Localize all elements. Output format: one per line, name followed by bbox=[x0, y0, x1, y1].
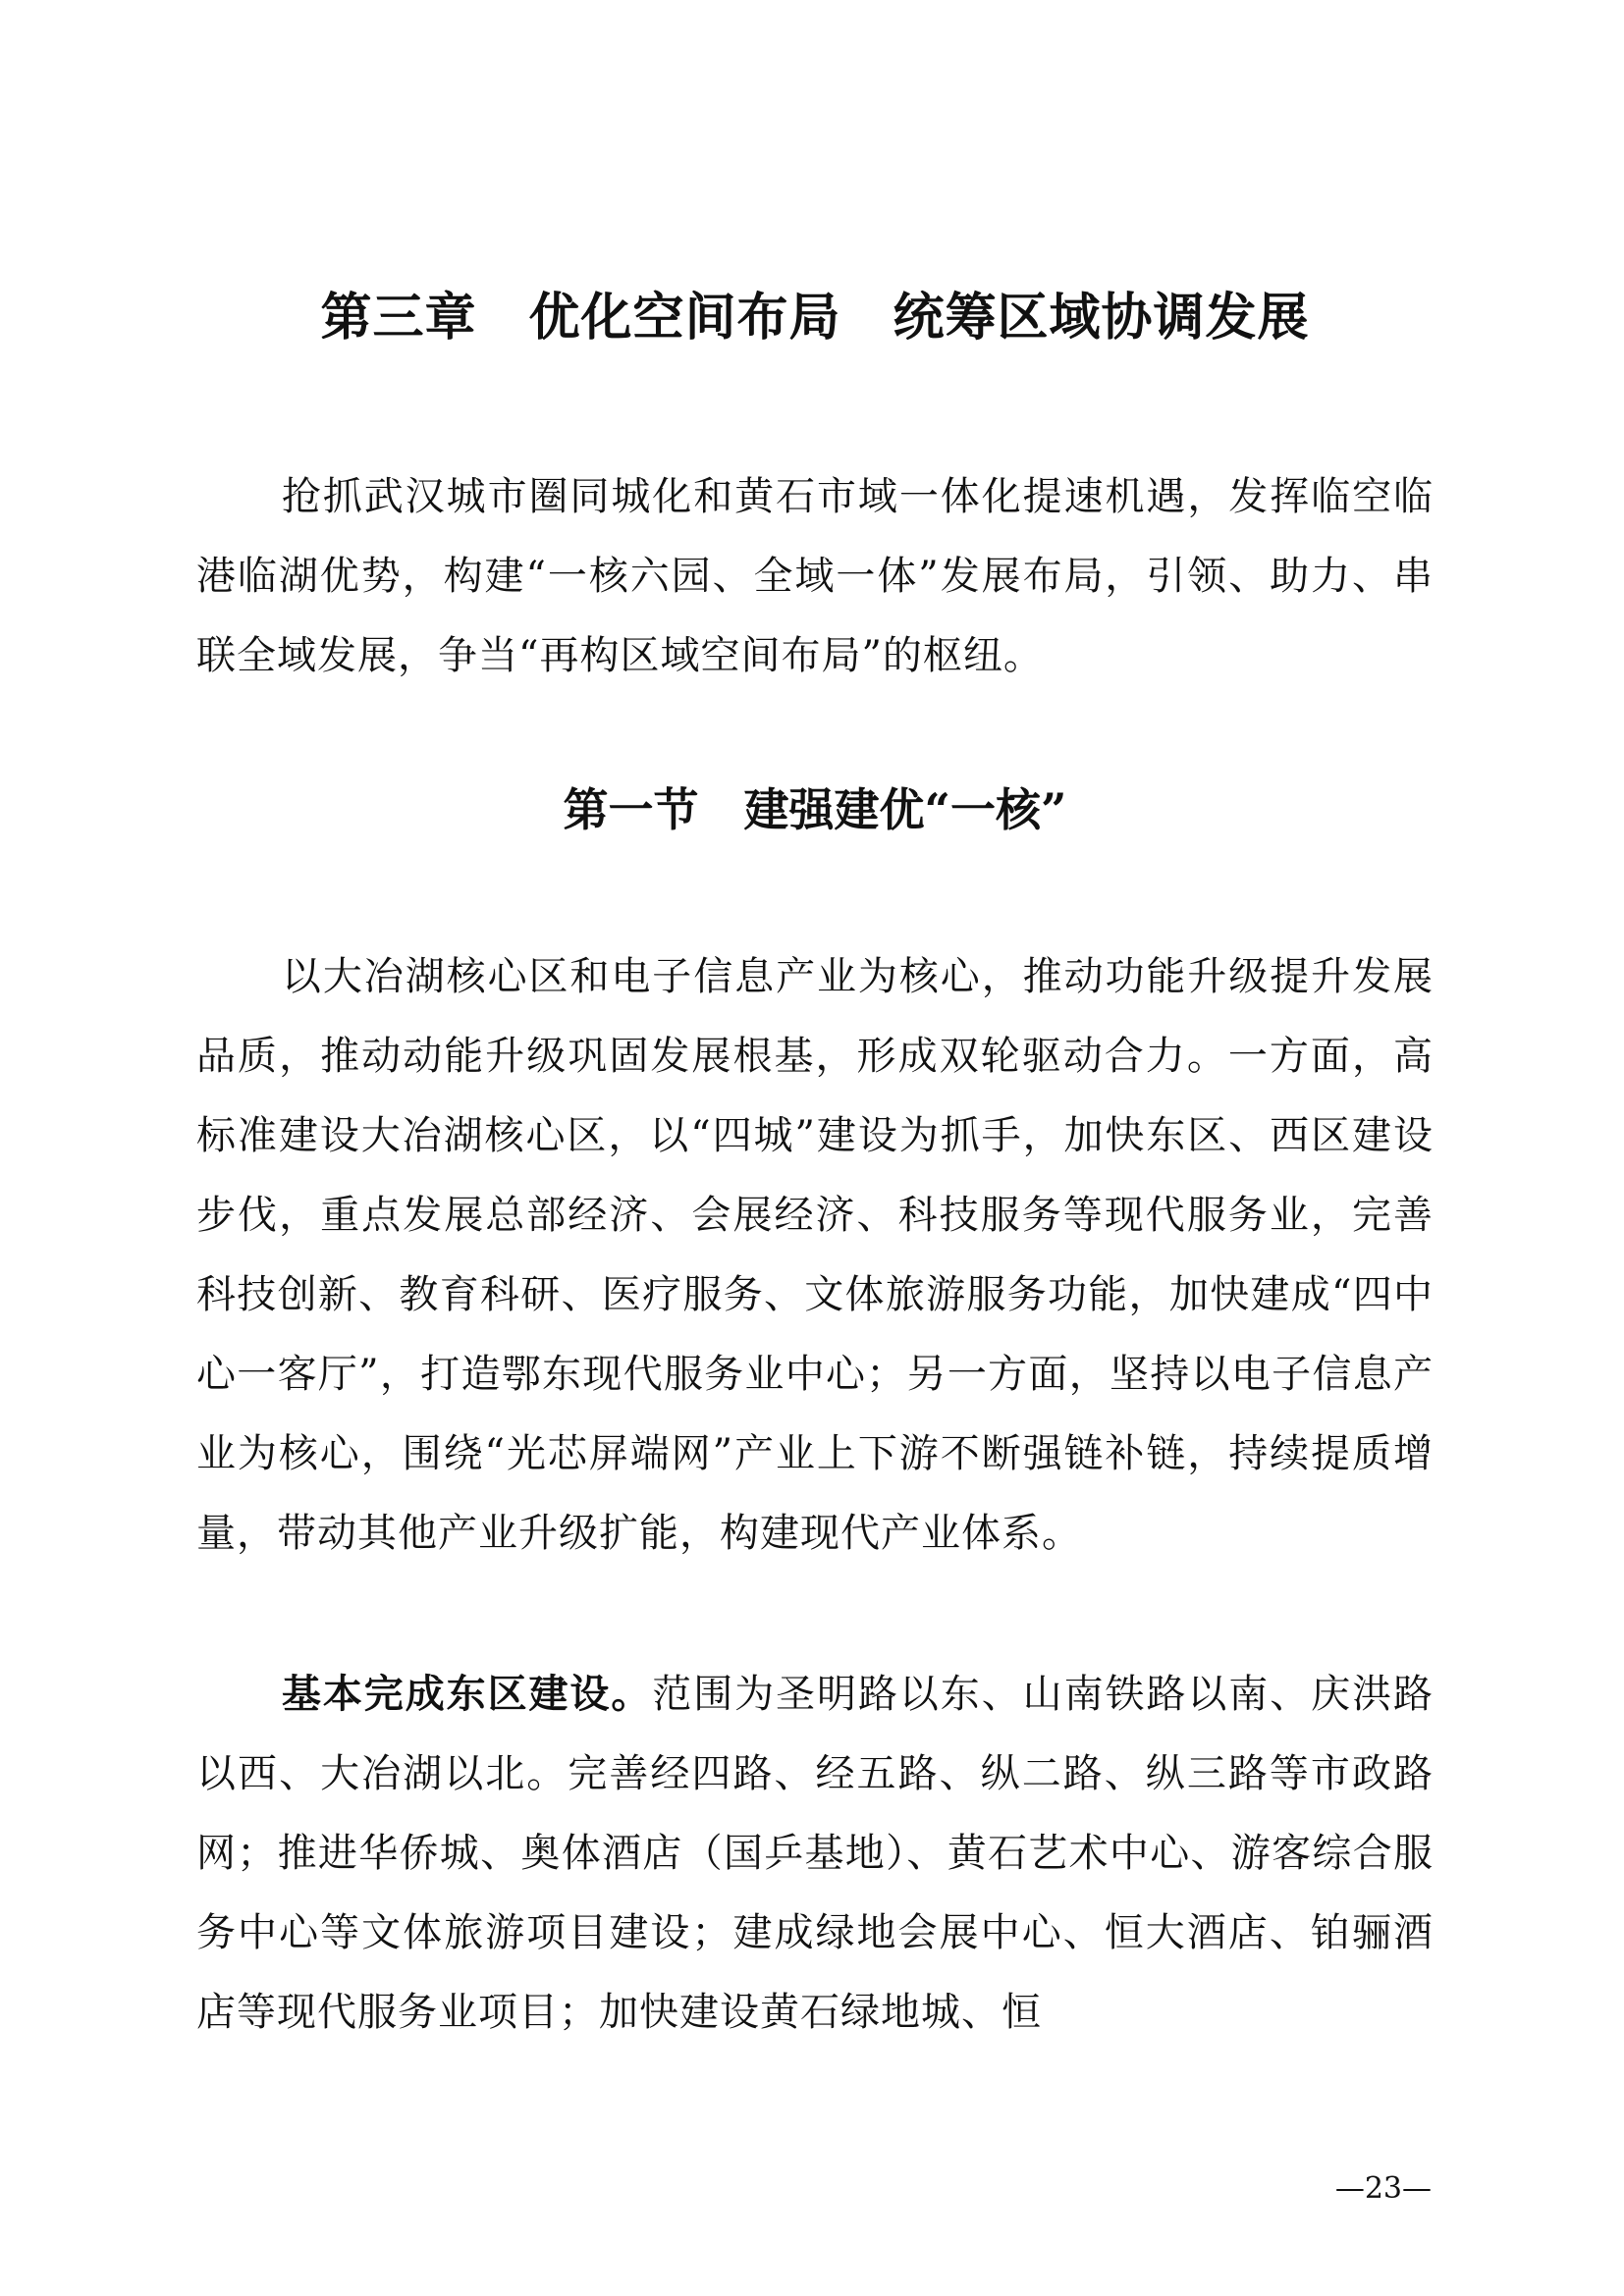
section-paragraph-text: 以大冶湖核心区和电子信息产业为核心，推动功能升级提升发展品质，推动动能升级巩固发展根基，形成双轮驱动合力。一方面，高标准建设大冶湖核心区，以“四城”建设为抓手，加快东区、西区建设步伐，重点发展总部经济、会展经济、科技服务等现代服务业，完善科技创新、教育科研、医疗服务、文体旅游服务功能，加快建成“四中心一客厅”，打造鄂东现代服务业中心；另一方面，坚持以电子信息产业为核心，围绕“光芯屏端网”产业上下游不断强链补链，持续提质增量，带动其他产业升级扩能，构建现代产业体系。 bbox=[196, 954, 1434, 1556]
intro-paragraph bbox=[196, 457, 1434, 696]
section-title: 第一节 建强建优“一核” bbox=[563, 783, 1067, 836]
east-district-body: 范围为圣明路以东、山南铁路以南、庆洪路以西、大冶湖以北。完善经四路、经五路、纵二路、纵三路等市政路网；推进华侨城、奥体酒店（国乒基地）、黄石艺术中心、游客综合服务中心等文体旅游项目建设；建成绿地会展中心、恒大酒店、铂骊酒店等现代服务业项目；加快建设黄石绿地城、恒 bbox=[196, 1672, 1435, 2035]
chapter-title: 第三章 优化空间布局 统筹区域协调发展 bbox=[320, 288, 1310, 347]
section-paragraph bbox=[196, 937, 1434, 1574]
intro-paragraph-text: 抢抓武汉城市圈同城化和黄石市域一体化提速机遇，发挥临空临港临湖优势，构建“一核六园、全域一体”发展布局，引领、助力、串联全域发展，争当“再构区域空间布局”的枢纽。 bbox=[196, 474, 1434, 678]
east-district-lead: 基本完成东区建设。 bbox=[281, 1671, 653, 1717]
east-district-paragraph bbox=[196, 1654, 1434, 2053]
page-number: —23— bbox=[1334, 2171, 1432, 2206]
